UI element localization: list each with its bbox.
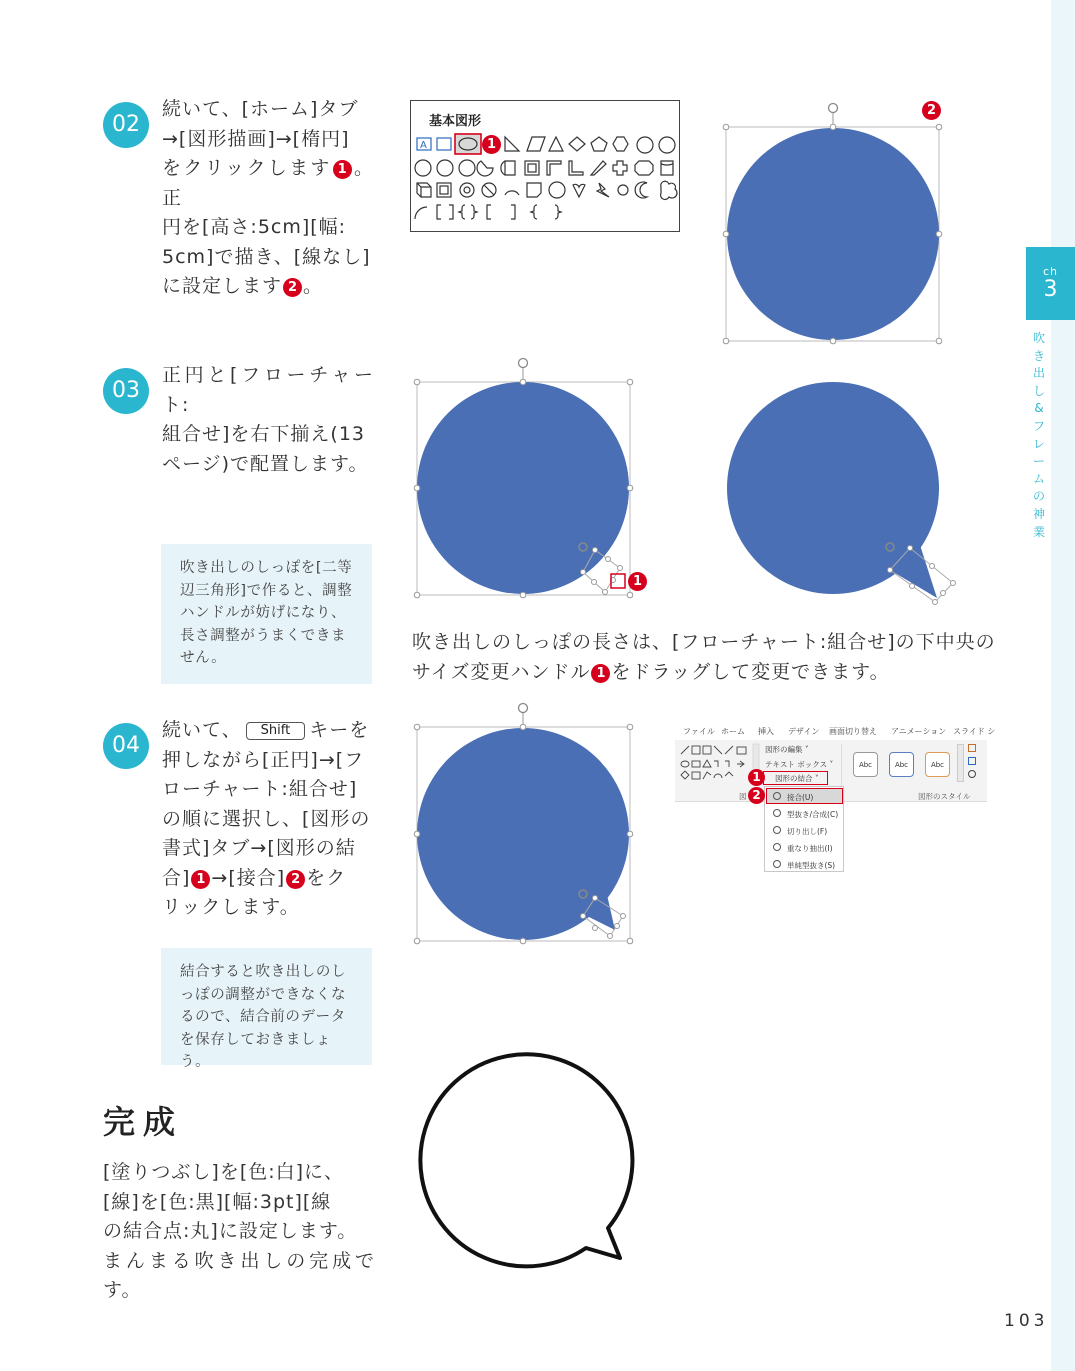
tab-slideshow[interactable]: スライド シ [953,727,996,736]
step-03-text: 正円と[フローチャート: 組合せ]を右下揃え(13 ページ)で配置します。 [162,364,374,475]
step-02-text: 続いて、[ホーム]タブ →[図形描画]→[楕円] をクリックします 1 。正 円を[高さ:5cm][幅: 5cm]で描き、[線なし] に設定します 2 。 [162,98,374,297]
chapter-tab [1026,247,1075,320]
rotate-handle-icon [519,359,528,368]
chapter-label: ch [1042,265,1059,278]
tab-animations[interactable]: アニメーション [891,727,947,736]
marker-1: 1 [191,870,210,889]
marker-2: 2 [283,278,302,297]
merge-shapes-button[interactable]: 図形の結合 ˅ [775,774,819,783]
completion-text: [塗りつぶし]を[色:白]に、 [線]を[色:黒][幅:3pt][線 の結合点:丸]に設定します。 まんまる吹き出しの完成です。 [103,1161,375,1301]
tab-insert[interactable]: 挿入 [758,727,774,736]
style-swatch-2[interactable]: Abc [889,752,914,777]
step-badge-04: 04 [103,723,149,769]
figure-marker-2: 2 [922,101,941,120]
caption-tail-length: 吹き出しのしっぽの長さは、[フローチャート:組合せ]の下中央の サイズ変更ハンドル 1 をドラッグして変更できます。 [412,631,996,683]
figure-marker-1: 1 [628,572,647,591]
tab-design[interactable]: デザイン [788,727,820,736]
menu-intersect[interactable]: 重なり抽出(I) [787,844,833,853]
ribbon-marker-2: 2 [748,787,765,804]
figure-step03-right [715,370,965,615]
tab-transitions[interactable]: 画面切り替え [829,727,877,736]
ribbon-group-label-left: 図 [739,792,747,801]
tab-file[interactable]: ファイル [683,727,715,736]
svg-text:A: A [420,140,427,151]
ribbon-marker-1: 1 [748,769,765,786]
menu-union[interactable]: 接合(U) [787,793,814,802]
chapter-title: 吹 き 出 し & フ レ ー ム の 神 業 [1032,331,1045,539]
style-swatch-1[interactable]: Abc [853,752,878,777]
ribbon-group-label-styles: 図形のスタイル [918,792,971,801]
completion-heading: 完成 [103,1103,184,1141]
textbox-button[interactable]: テキスト ボックス ˅ [765,760,834,769]
menu-combine[interactable]: 型抜き/合成(C) [787,810,839,819]
ribbon-right-icons [968,744,978,784]
ribbon-tabs [675,722,996,740]
style-swatch-3[interactable]: Abc [925,752,950,777]
menu-subtract[interactable]: 単純型抜き(S) [787,861,836,870]
basic-shapes-gallery [410,100,680,232]
union-icon [773,792,781,800]
marker-2: 2 [286,870,305,889]
merge-shapes-menu [764,786,844,872]
menu-fragment[interactable]: 切り出し(F) [787,827,828,836]
marker-1: 1 [333,160,352,179]
note-save-before-merge: 結合すると吹き出しのしっぽの調整ができなくなるので、結合前のデータを保存しておきましょう。 [161,948,372,1065]
figure-step02-circle [715,98,955,350]
side-strip [1051,0,1075,1371]
shift-key: Shift [246,722,306,740]
rotate-handle-icon [829,104,838,113]
step-badge-03: 03 [103,368,149,414]
subtract-icon [773,860,781,868]
figure-step04-circle [405,698,650,950]
gallery-title: 基本図形 [429,114,482,129]
note-tail-tip: 吹き出しのしっぽを[二等辺三角形]で作ると、調整ハンドルが妨げになり、長さ調整がうまくできません。 [161,544,372,684]
step-04-text: 続いて、 Shift キーを 押しながら[正円]→[フ ローチャート:組合せ] の順に選択し、[図形の 書式]タブ→[図形の結 合] 1 →[接合] 2 をク リックします。 [162,719,371,918]
figure-step03-left [405,352,650,604]
final-speech-bubble [410,1050,640,1280]
chapter-number: 3 [1043,277,1058,302]
caption-marker-1: 1 [591,664,610,683]
gallery-marker-1: 1 [482,135,501,154]
page-number: 103 [1004,1311,1049,1331]
step-badge-02: 02 [103,102,149,148]
edit-shape-button[interactable]: 図形の編集 ˅ [765,745,809,754]
fragment-icon [773,826,781,834]
rotate-handle-icon [519,704,528,713]
blue-circle [727,128,939,340]
intersect-icon [773,843,781,851]
tab-home[interactable]: ホーム [721,727,745,736]
shape-icons [411,101,679,231]
combine-icon [773,809,781,817]
